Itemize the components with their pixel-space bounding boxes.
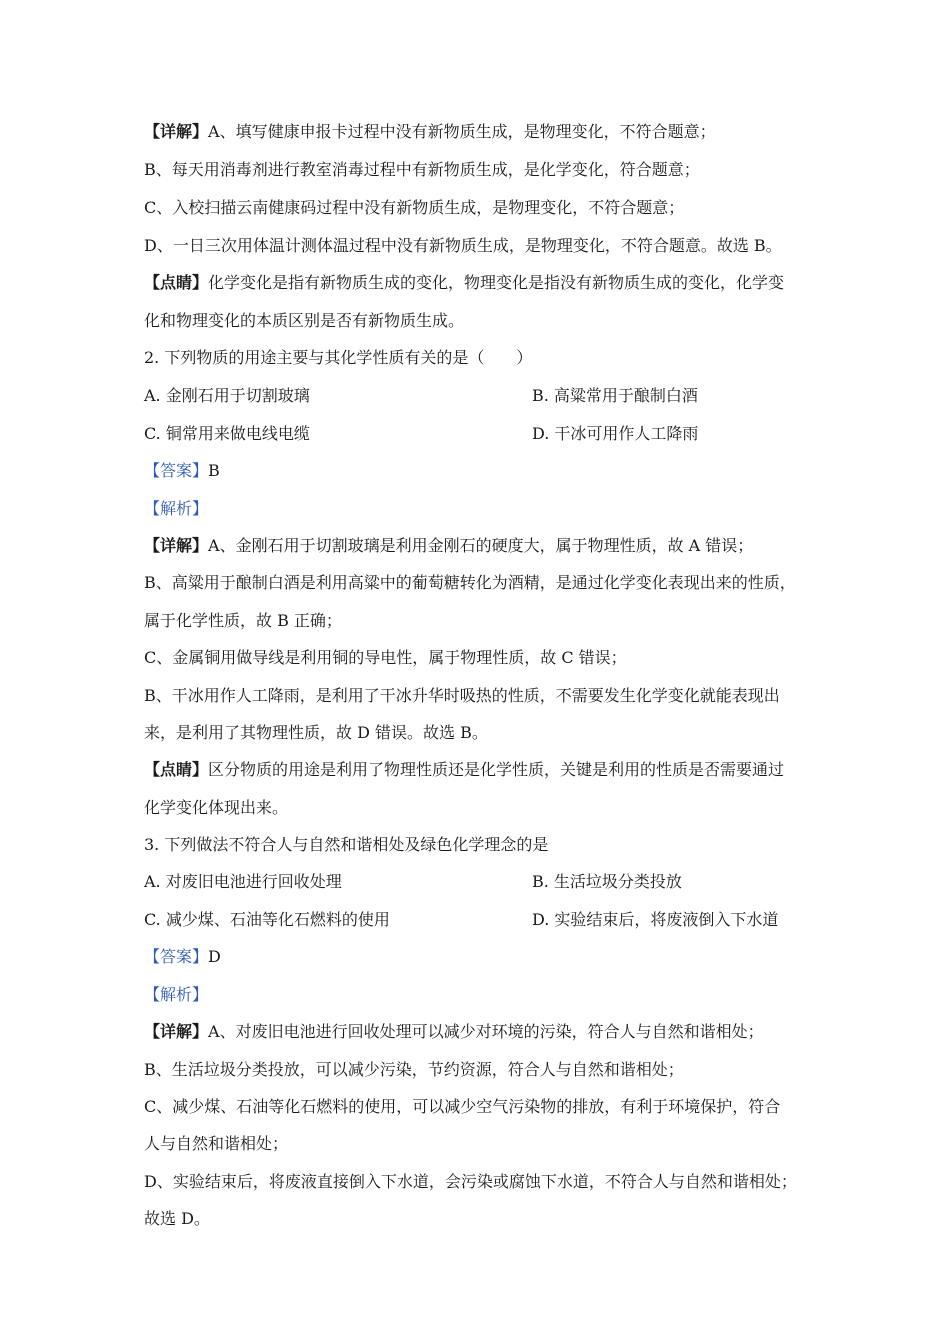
q1-detail-line-b: B、每天用消毒剂进行教室消毒过程中有新物质生成，是化学变化，符合题意； [144, 160, 700, 179]
q3-detail-line-4: 人与自然和谐相处； [144, 1134, 289, 1153]
q3-detail-line-3: C、减少煤、石油等化石燃料的使用，可以减少空气污染物的排放，有利于环境保护，符合 [144, 1097, 781, 1116]
q2-comment-line-2: 化学变化体现出来。 [144, 798, 289, 817]
q3-option-d: D. 实验结束后，将废液倒入下水道 [532, 910, 779, 929]
detail-tag: 【详解】 [144, 536, 209, 555]
comment-tag: 【点睛】 [144, 273, 209, 292]
q1-detail-line-a: 【详解】A、填写健康申报卡过程中没有新物质生成，是物理变化，不符合题意； [144, 122, 716, 141]
answer-value: D [208, 947, 221, 966]
q2-option-c: C. 铜常用来做电线电缆 [144, 424, 310, 443]
q2-detail-line-4: C、金属铜用做导线是利用铜的导电性，属于物理性质，故 C 错误； [144, 648, 627, 667]
detail-tag: 【详解】 [144, 122, 209, 141]
answer-tag: 【答案】 [144, 461, 209, 480]
q2-answer [144, 461, 220, 481]
q2-detail-line-6: 来，是利用了其物理性质，故 D 错误。故选 B。 [144, 723, 488, 742]
q3-option-a: A. 对废旧电池进行回收处理 [144, 872, 342, 891]
q3-detail-line-2: B、生活垃圾分类投放，可以减少污染，节约资源，符合人与自然和谐相处； [144, 1060, 684, 1079]
q3-detail-line-1: 【详解】A、对废旧电池进行回收处理可以减少对环境的污染，符合人与自然和谐相处； [144, 1022, 764, 1041]
detail-tag: 【详解】 [144, 1022, 209, 1041]
q3-analysis-tag: 【解析】 [144, 985, 209, 1004]
q3-answer [144, 947, 221, 967]
q1-detail-line-c: C、入校扫描云南健康码过程中没有新物质生成，是物理变化，不符合题意； [144, 198, 685, 217]
q3-option-b: B. 生活垃圾分类投放 [532, 872, 682, 891]
comment-tag: 【点睛】 [144, 760, 209, 779]
q3-detail-line-6: 故选 D。 [144, 1209, 210, 1228]
q2-detail-line-2: B、高粱用于酿制白酒是利用高粱中的葡萄糖转化为酒精，是通过化学变化表现出来的性质， [144, 573, 796, 592]
answer-value: B [208, 461, 220, 480]
q2-detail-line-1: 【详解】A、金刚石用于切割玻璃是利用金刚石的硬度大，属于物理性质，故 A 错误； [144, 536, 754, 555]
q3-option-c: C. 减少煤、石油等化石燃料的使用 [144, 910, 390, 929]
q2-comment-line-1: 【点睛】区分物质的用途是利用了物理性质还是化学性质，关键是利用的性质是否需要通过 [144, 760, 785, 779]
q3-stem: 3. 下列做法不符合人与自然和谐相处及绿色化学理念的是 [144, 835, 549, 854]
q2-detail-line-5: B、干冰用作人工降雨，是利用了干冰升华时吸热的性质，不需要发生化学变化就能表现出 [144, 686, 780, 705]
q1-comment-line-1: 【点睛】化学变化是指有新物质生成的变化，物理变化是指没有新物质生成的变化，化学变 [144, 273, 785, 292]
q2-option-a: A. 金刚石用于切割玻璃 [144, 386, 310, 405]
q2-analysis-tag: 【解析】 [144, 499, 209, 518]
q2-detail-line-3: 属于化学性质，故 B 正确； [144, 611, 342, 630]
q1-comment-line-2: 化和物理变化的本质区别是否有新物质生成。 [144, 311, 465, 330]
q2-stem: 2. 下列物质的用途主要与其化学性质有关的是（ ） [144, 348, 533, 367]
q2-option-d: D. 干冰可用作人工降雨 [532, 424, 699, 443]
q1-detail-line-d: D、一日三次用体温计测体温过程中没有新物质生成，是物理变化，不符合题意。故选 B。 [144, 236, 782, 255]
answer-tag: 【答案】 [144, 947, 209, 966]
q3-detail-line-5: D、实验结束后，将废液直接倒入下水道，会污染或腐蚀下水道，不符合人与自然和谐相处； [144, 1172, 797, 1191]
q2-option-b: B. 高粱常用于酿制白酒 [532, 386, 698, 405]
